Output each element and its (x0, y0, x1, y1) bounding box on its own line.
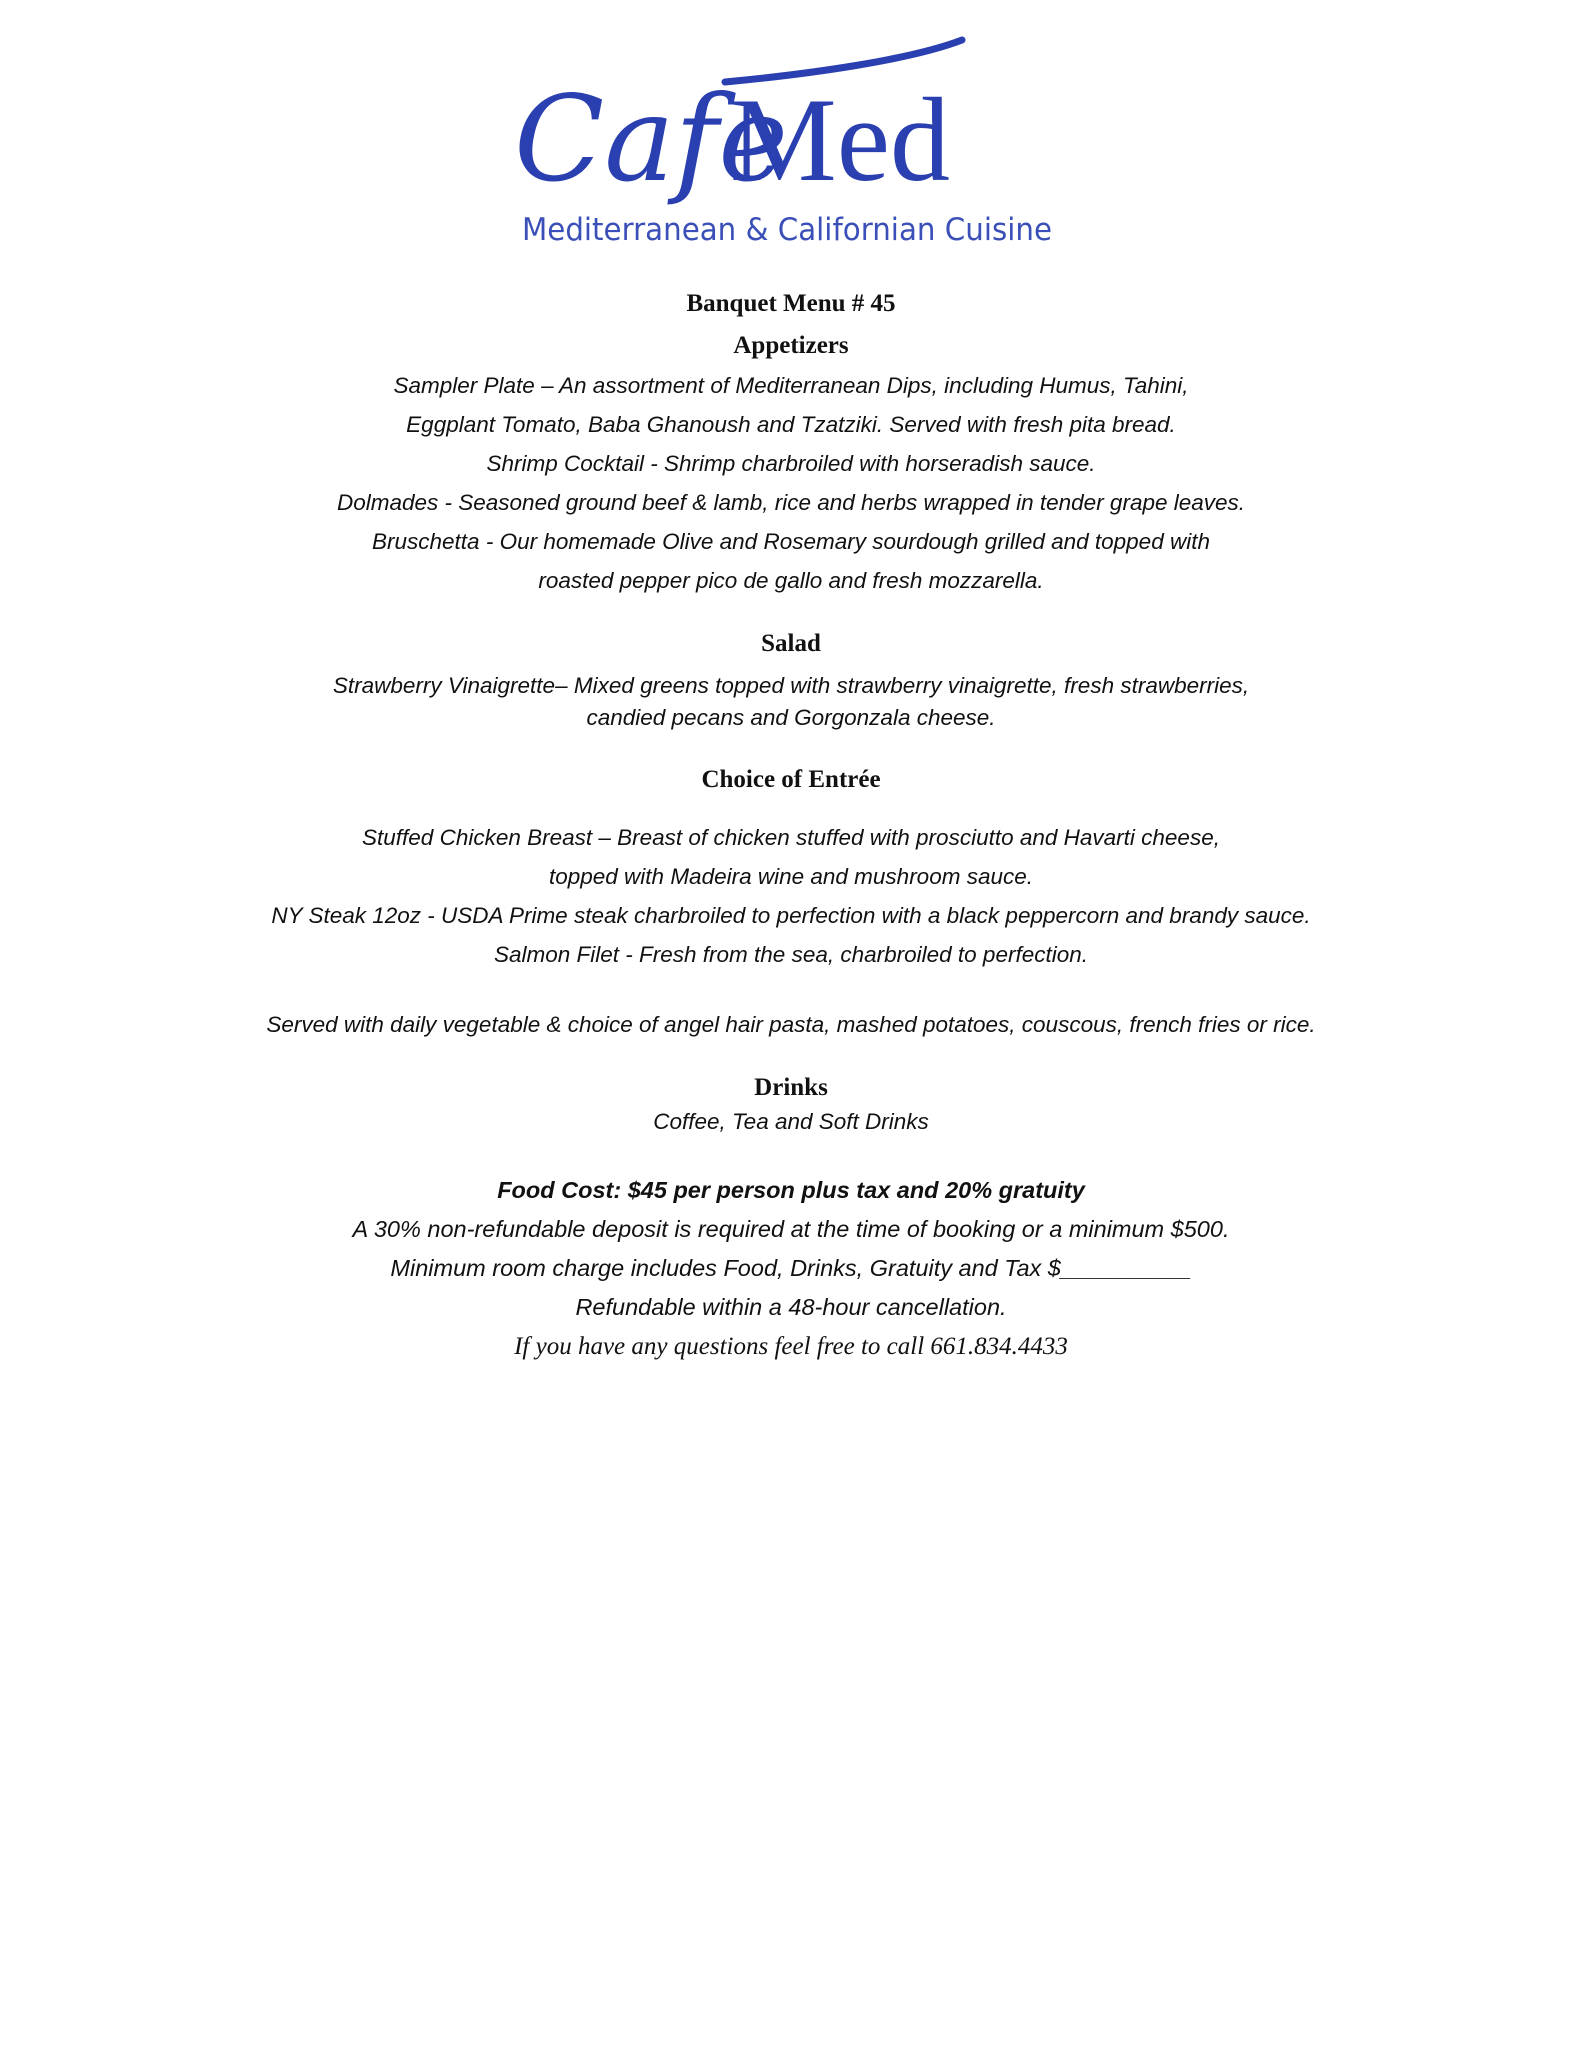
cafe-med-logo (510, 30, 1070, 260)
appetizers-heading: Appetizers (733, 332, 849, 359)
salad-heading: Salad (761, 630, 821, 657)
appetizer-line: Dolmades - Seasoned ground beef & lamb, rice and herbs wrapped in tender grape leaves. (336, 490, 1246, 515)
salad-line: candied pecans and Gorgonzala cheese. (586, 705, 996, 730)
drinks-list (0, 1102, 1582, 1141)
appetizers-list (0, 366, 1582, 600)
minimum-charge: Minimum room charge includes Food, Drinks, Gratuity and Tax $__________ (390, 1255, 1192, 1281)
menu-title: Banquet Menu # 45 (686, 290, 896, 317)
entree-line: Stuffed Chicken Breast – Breast of chicken stuffed with prosciutto and Havarti cheese, (362, 825, 1220, 850)
entree-line: topped with Madeira wine and mushroom sauce. (548, 864, 1033, 889)
salad-line: Strawberry Vinaigrette– Mixed greens topped with strawberry vinaigrette, fresh strawberries, (332, 673, 1250, 698)
appetizer-line: Eggplant Tomato, Baba Ghanoush and Tzatziki. Served with fresh pita bread. (406, 412, 1176, 437)
logo-tagline: Mediterranean & Californian Cuisine (522, 212, 1052, 248)
refund-policy: Refundable within a 48-hour cancellation. (575, 1294, 1007, 1320)
food-cost: Food Cost: $45 per person plus tax and 20% gratuity (497, 1177, 1085, 1203)
pricing-footer (0, 1171, 1582, 1327)
appetizer-line: roasted pepper pico de gallo and fresh mozzarella. (538, 568, 1044, 593)
menu-content (0, 290, 1582, 1367)
appetizer-line: Bruschetta - Our homemade Olive and Rosemary sourdough grilled and topped with (372, 529, 1210, 554)
appetizer-line: Shrimp Cocktail - Shrimp charbroiled with horseradish sauce. (486, 451, 1096, 476)
drinks-heading: Drinks (754, 1074, 828, 1101)
entree-line: Salmon Filet - Fresh from the sea, charbroiled to perfection. (493, 942, 1088, 967)
drinks-line: Coffee, Tea and Soft Drinks (653, 1109, 929, 1134)
served-with-line: Served with daily vegetable & choice of angel hair pasta, mashed potatoes, couscous, french fries or rice. (266, 1012, 1316, 1037)
entree-list (0, 818, 1582, 1044)
logo-med: Med (730, 73, 950, 206)
deposit-note: A 30% non-refundable deposit is required at the time of booking or a minimum $500. (352, 1216, 1230, 1242)
entree-heading: Choice of Entrée (701, 766, 881, 793)
contact-line: If you have any questions feel free to call 661.834.4433 (514, 1333, 1068, 1360)
appetizer-line: Sampler Plate – An assortment of Mediterranean Dips, including Humus, Tahini, (393, 373, 1189, 398)
salad-list (0, 670, 1582, 734)
entree-line: NY Steak 12oz - USDA Prime steak charbroiled to perfection with a black peppercorn and brandy sauce. (271, 903, 1311, 928)
logo-cafe: Cafe (514, 70, 789, 208)
